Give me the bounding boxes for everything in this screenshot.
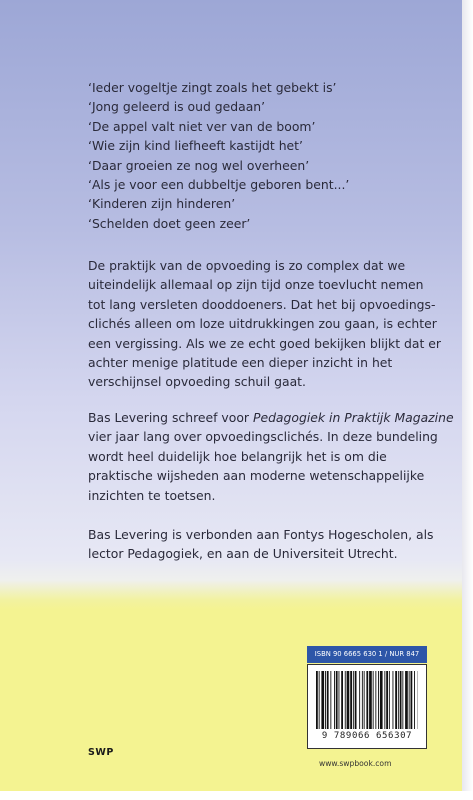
barcode-bar	[319, 671, 320, 729]
text-line: inzichten te toetsen.	[88, 487, 216, 503]
barcode-bar	[355, 671, 357, 729]
barcode-bar	[366, 671, 368, 729]
barcode-bar	[341, 671, 343, 729]
quote-item: ‘Jong geleerd is oud gedaan’	[88, 99, 266, 115]
quote-item: ‘De appel valt niet ver van de boom’	[88, 118, 316, 134]
barcode-bar	[380, 671, 383, 729]
barcode-bar	[402, 671, 403, 729]
text-line: wordt heel duidelijk hoe belangrijk het is om die	[88, 448, 387, 464]
barcode-bar	[389, 671, 390, 729]
barcode-bar	[350, 671, 352, 729]
author-bio	[88, 525, 433, 564]
quote-item: ‘Ieder vogeltje zingt zoals het gebekt is’	[88, 80, 337, 95]
barcode-bar	[373, 671, 374, 729]
quote-item: ‘Schelden doet geen zeer’	[88, 215, 251, 231]
quote-list	[88, 78, 349, 233]
text-line: achter menige platitude een dieper inzicht in het	[88, 355, 393, 371]
text-line: Bas Levering is verbonden aan Fontys Hogescholen, als	[88, 527, 434, 542]
barcode-bar	[327, 671, 329, 729]
barcode-bar	[395, 671, 397, 729]
barcode-bars	[316, 671, 418, 729]
text-line: uiteindelijk allemaal op zijn tijd onze toevlucht nemen	[88, 277, 424, 293]
isbn-label: ISBN 90 6665 630 1 / NUR 847	[307, 646, 427, 663]
text-line: verschijnsel opvoeding schuil gaat.	[88, 374, 306, 390]
text-line: lector Pedagogiek, en aan de Universiteit Utrecht.	[88, 546, 398, 562]
barcode	[307, 664, 427, 749]
barcode-bar	[378, 671, 379, 729]
barcode-bar	[362, 671, 363, 729]
quote-item: ‘Kinderen zijn hinderen’	[88, 196, 236, 212]
barcode-bar	[393, 671, 394, 729]
barcode-bar	[364, 671, 365, 729]
barcode-bar	[384, 671, 385, 729]
barcode-bar	[375, 671, 376, 729]
quote-item: ‘Als je voor een dubbeltje geboren bent...’	[88, 177, 350, 193]
text-line: een vergissing. Als we ze echt goed bekijken blijkt dat er	[88, 335, 441, 351]
barcode-bar	[345, 671, 346, 729]
text-line	[88, 408, 454, 427]
text-line: clichés alleen om loze uitdrukkingen zou gaan, is echter	[88, 316, 437, 332]
barcode-bar	[325, 671, 326, 729]
text-line: De praktijk van de opvoeding is zo complex dat we	[88, 258, 406, 273]
text-line: vier jaar lang over opvoedingsclichés. In deze bundeling	[88, 429, 438, 445]
barcode-bar	[398, 671, 399, 729]
barcode-bar	[347, 671, 350, 729]
blurb-paragraph-2	[88, 408, 454, 505]
text-line: praktische wijsheden aan moderne wetenschappelijke	[88, 468, 425, 484]
barcode-bar	[321, 671, 324, 729]
magazine-title: Pedagogiek in Praktijk Magazine	[252, 410, 454, 425]
barcode-digits: 9 789066 656307	[321, 731, 413, 741]
barcode-bar	[359, 671, 360, 729]
quote-item: ‘Wie zijn kind liefheeft kastijdt het’	[88, 138, 303, 154]
barcode-bar	[414, 671, 415, 729]
barcode-bar	[353, 671, 354, 729]
barcode-bar	[334, 671, 335, 729]
page-edge-bottom	[0, 791, 473, 800]
barcode-bar	[330, 671, 331, 729]
text-line: tot lang versleten dooddoeners. Dat het bij opvoedings-	[88, 296, 436, 312]
blurb-paragraph-1	[88, 256, 441, 392]
publisher-website: www.swpbook.com	[319, 759, 392, 768]
barcode-bar	[316, 671, 318, 729]
barcode-bar	[400, 671, 402, 729]
barcode-bar	[409, 671, 410, 729]
quote-item: ‘Daar groeien ze nog wel overheen’	[88, 157, 310, 173]
page-edge-right	[462, 0, 473, 800]
barcode-bar	[405, 671, 408, 729]
text-segment: Bas Levering schreef voor	[88, 410, 253, 425]
barcode-bar	[386, 671, 388, 729]
barcode-bar	[369, 671, 372, 729]
barcode-bar	[411, 671, 413, 729]
publisher-logo: SWP	[88, 747, 114, 758]
barcode-bar	[336, 671, 338, 729]
barcode-bar	[339, 671, 340, 729]
